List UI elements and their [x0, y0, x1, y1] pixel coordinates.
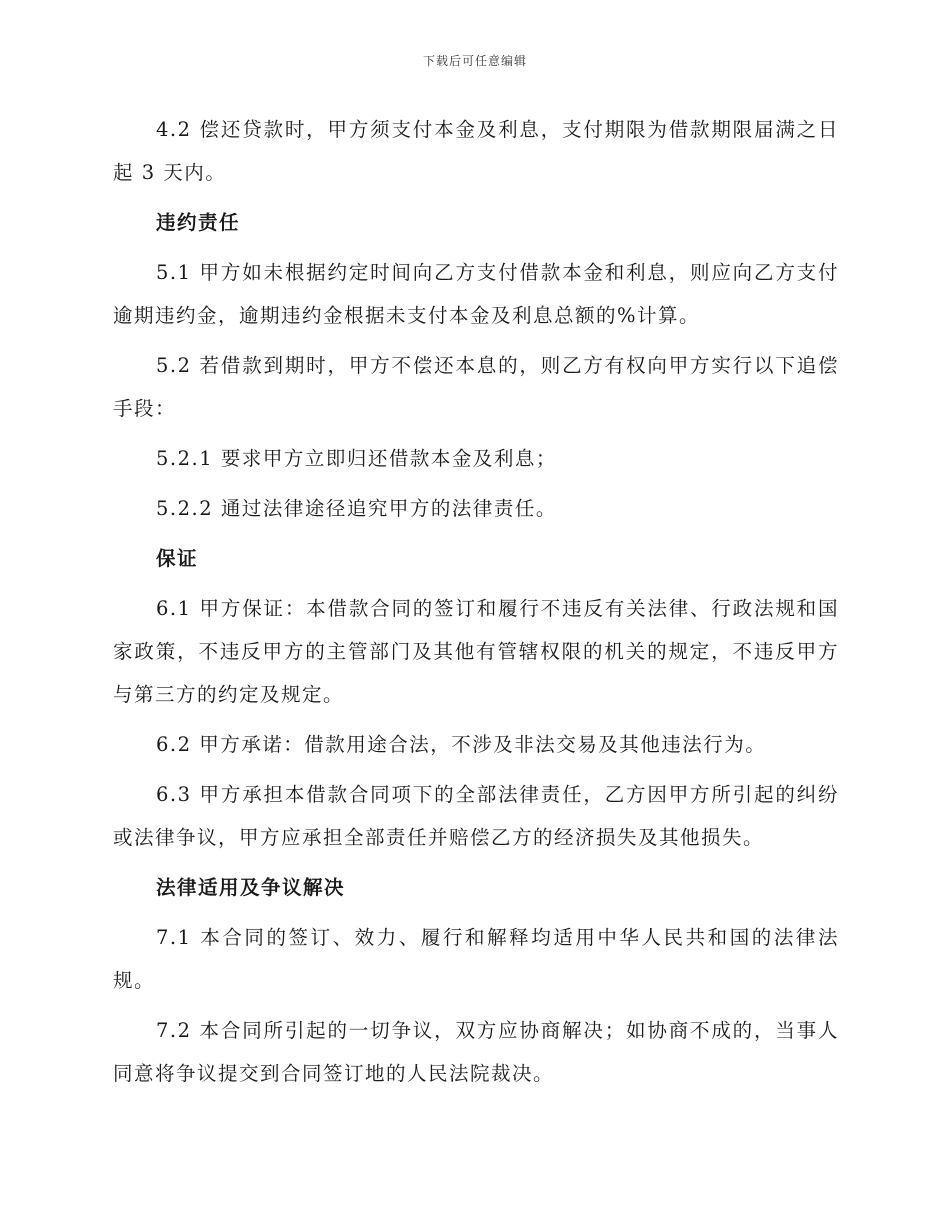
clause-5-2: 5.2 若借款到期时，甲方不偿还本息的，则乙方有权向甲方实行以下追偿手段：: [113, 354, 839, 420]
clause-7-2: 7.2 本合同所引起的一切争议，双方应协商解决；如协商不成的，当事人同意将争议提交到合同签订地的人民法院裁决。: [113, 1019, 839, 1085]
page-header: 下载后可任意编辑: [422, 54, 527, 68]
clause-4-2: 4.2 偿还贷款时，甲方须支付本金及利息，支付期限为借款期限届满之日起 3 天内。: [113, 118, 839, 184]
clause-5-2-1: 5.2.1 要求甲方立即归还借款本金及利息；: [156, 447, 557, 470]
section-heading-guarantee: 保证: [156, 547, 199, 570]
clause-6-1: 6.1 甲方保证：本借款合同的签订和履行不违反有关法律、行政法规和国家政策，不违反甲方的主管部门及其他有管辖权限的机关的规定，不违反甲方与第三方的约定及规定。: [113, 597, 839, 706]
document-body: [113, 108, 839, 1102]
clause-5-2-2: 5.2.2 通过法律途径追究甲方的法律责任。: [156, 497, 557, 520]
clause-7-1: 7.1 本合同的签订、效力、履行和解释均适用中华人民共和国的法律法规。: [113, 926, 839, 992]
section-heading-governing-law: 法律适用及争议解决: [156, 876, 346, 899]
clause-5-1: 5.1 甲方如未根据约定时间向乙方支付借款本金和利息，则应向乙方支付逾期违约金，逾期违约金根据未支付本金及利息总额的%计算。: [113, 261, 839, 327]
section-heading-breach-liability: 违约责任: [156, 211, 241, 234]
clause-6-3: 6.3 甲方承担本借款合同项下的全部法律责任，乙方因甲方所引起的纠纷或法律争议，甲方应承担全部责任并赔偿乙方的经济损失及其他损失。: [113, 783, 839, 849]
clause-6-2: 6.2 甲方承诺：借款用途合法，不涉及非法交易及其他违法行为。: [156, 733, 767, 756]
